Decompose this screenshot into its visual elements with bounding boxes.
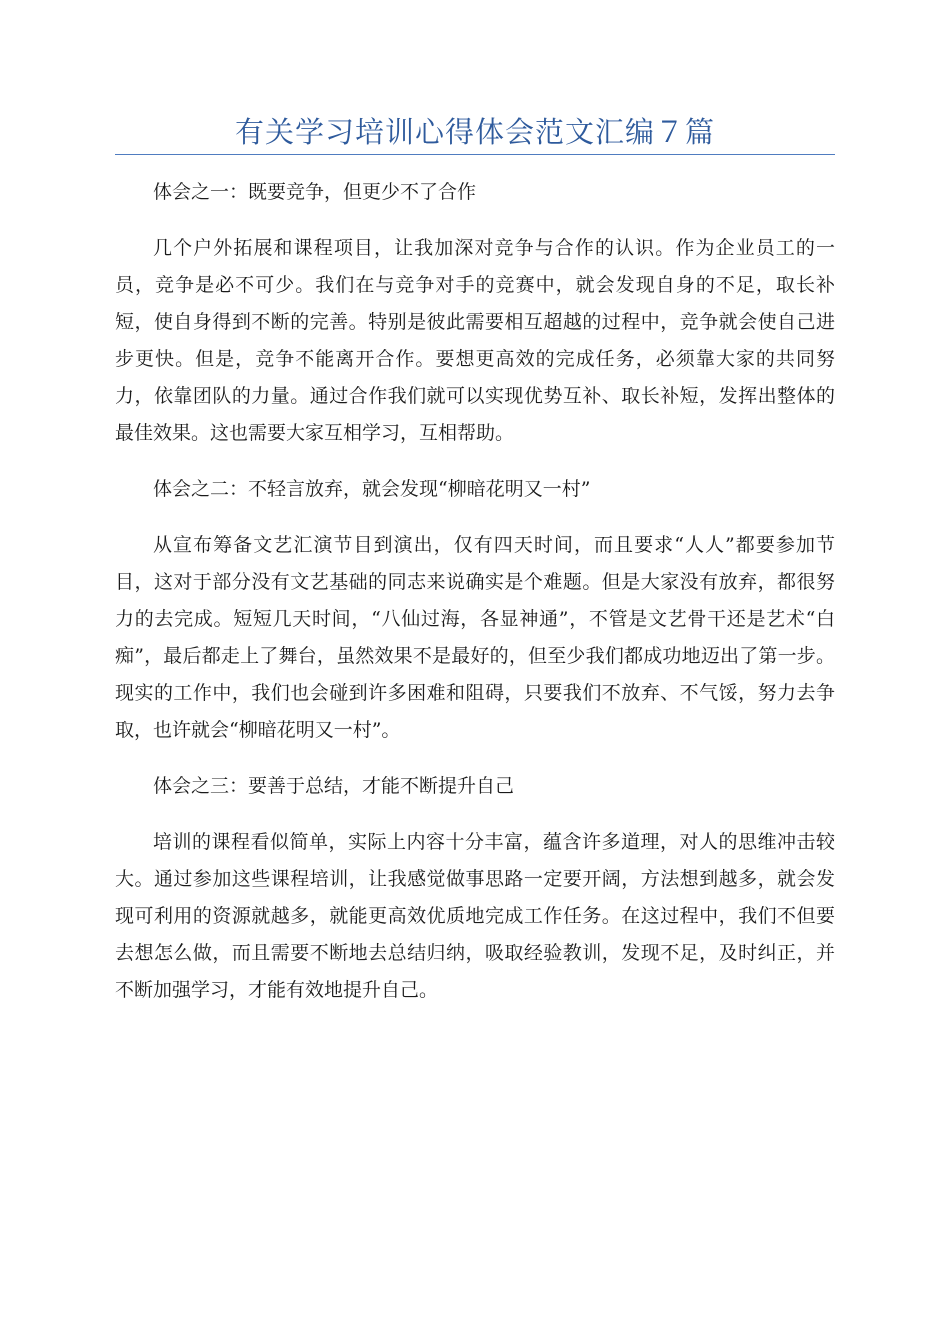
document-title: 有关学习培训心得体会范文汇编７篇 xyxy=(234,115,715,149)
section-3-heading: 体会之三：要善于总结，才能不断提升自己 xyxy=(153,775,515,797)
section-2-heading: 体会之二：不轻言放弃，就会发现“柳暗花明又一村” xyxy=(153,478,591,500)
section-2-paragraph: 从宣布筹备文艺汇演节目到演出，仅有四天时间，而且要求“人人”都要参加节目，这对于部分没有文艺基础的同志来说确实是个难题。但是大家没有放弃，都很努力的去完成。短短几天时间，“八仙过海，各显神通”，不管是文艺骨干还是艺术“白痴”，最后都走上了舞台，虽然效果不是最好的，但至少我们都成功地迈出了第一步。现实的工作中，我们也会碰到许多困难和阻碍，只要我们不放弃、不气馁，努力去争取，也许就会“柳暗花明又一村”。 xyxy=(115,534,835,741)
document-body xyxy=(115,174,835,1028)
section-3-paragraph: 培训的课程看似简单，实际上内容十分丰富，蕴含许多道理，对人的思维冲击较大。通过参加这些课程培训，让我感觉做事思路一定要开阔，方法想到越多，就会发现可利用的资源就越多，就能更高效优质地完成工作任务。在这过程中，我们不但要去想怎么做，而且需要不断地去总结归纳，吸取经验教训，发现不足，及时纠正，并不断加强学习，才能有效地提升自己。 xyxy=(115,831,835,1001)
section-1-heading: 体会之一：既要竞争，但更少不了合作 xyxy=(153,181,477,203)
title-underline xyxy=(115,154,835,155)
section-1-paragraph: 几个户外拓展和课程项目，让我加深对竞争与合作的认识。作为企业员工的一员，竞争是必不可少。我们在与竞争对手的竞赛中，就会发现自身的不足，取长补短，使自身得到不断的完善。特别是彼此需要相互超越的过程中，竞争就会使自己进步更快。但是，竞争不能离开合作。要想更高效的完成任务，必须靠大家的共同努力，依靠团队的力量。通过合作我们就可以实现优势互补、取长补短，发挥出整体的最佳效果。这也需要大家互相学习，互相帮助。 xyxy=(115,237,835,444)
